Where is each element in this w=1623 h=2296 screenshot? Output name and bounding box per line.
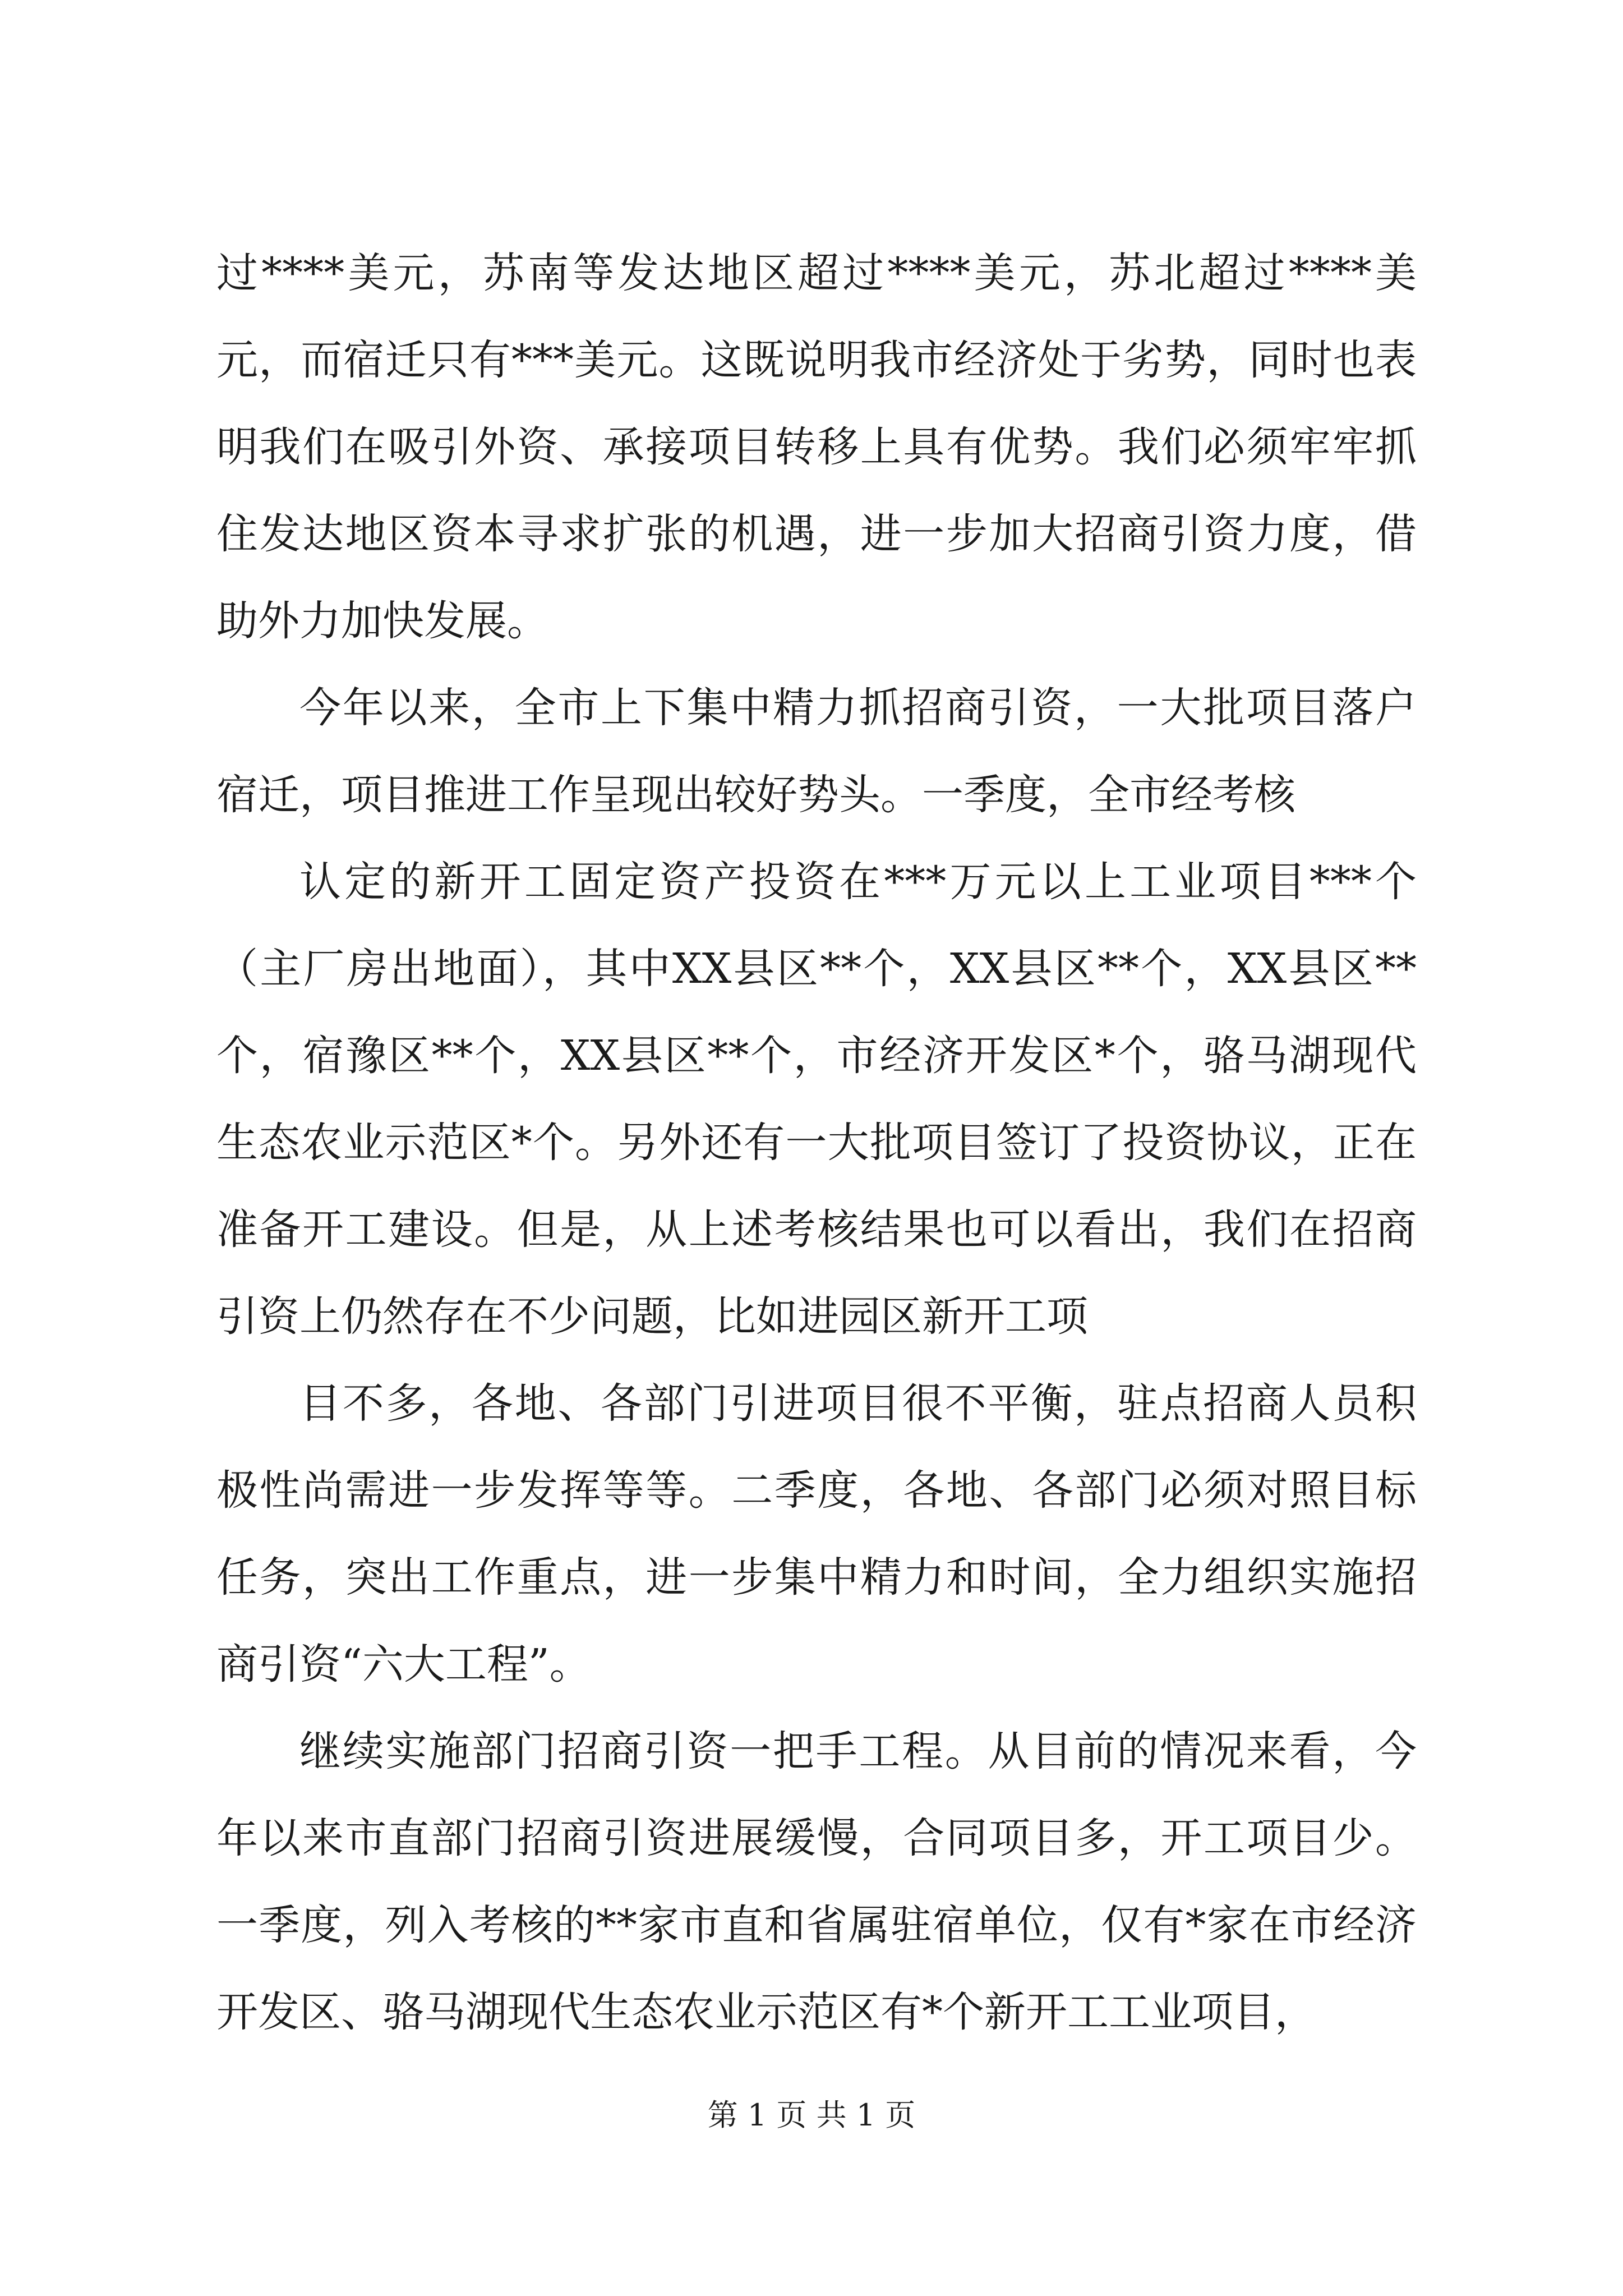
paragraph-5: 继续实施部门招商引资一把手工程。从目前的情况来看，今年以来市直部门招商引资进展缓慢，合同项目多，开工项目少。一季度，列入考核的**家市直和省属驻宿单位，仅有*家在市经济开发区、骆马湖现代生态农业示范区有*个新开工工业项目，	[216, 1727, 1417, 2036]
paragraph-1: 过****美元，苏南等发达地区超过****美元，苏北超过****美元，而宿迁只有***美元。这既说明我市经济处于劣势，同时也表明我们在吸引外资、承接项目转移上具有优势。我们必须牢牢抓住发达地区资本寻求扩张的机遇，进一步加大招商引资力度，借助外力加快发展。	[216, 249, 1417, 645]
paragraph-2: 今年以来，全市上下集中精力抓招商引资，一大批项目落户宿迁，项目推进工作呈现出较好势头。一季度，全市经考核	[216, 684, 1417, 819]
paragraph-3: 认定的新开工固定资产投资在***万元以上工业项目***个（主厂房出地面），其中XX县区**个，XX县区**个，XX县区**个，宿豫区**个，XX县区**个，市经济开发区*个，骆马湖现代生态农业示范区*个。另外还有一大批项目签订了投资协议，正在准备开工建设。但是，从上述考核结果也可以看出，我们在招商引资上仍然存在不少问题，比如进园区新开工项	[216, 858, 1417, 1341]
page-number-footer: 第 1 页 共 1 页	[707, 2097, 916, 2133]
document-body	[216, 230, 1417, 2056]
paragraph-4: 目不多，各地、各部门引进项目很不平衡，驻点招商人员积极性尚需进一步发挥等等。二季度，各地、各部门必须对照目标任务，突出工作重点，进一步集中精力和时间，全力组织实施招商引资“六大工程”。	[216, 1379, 1417, 1688]
